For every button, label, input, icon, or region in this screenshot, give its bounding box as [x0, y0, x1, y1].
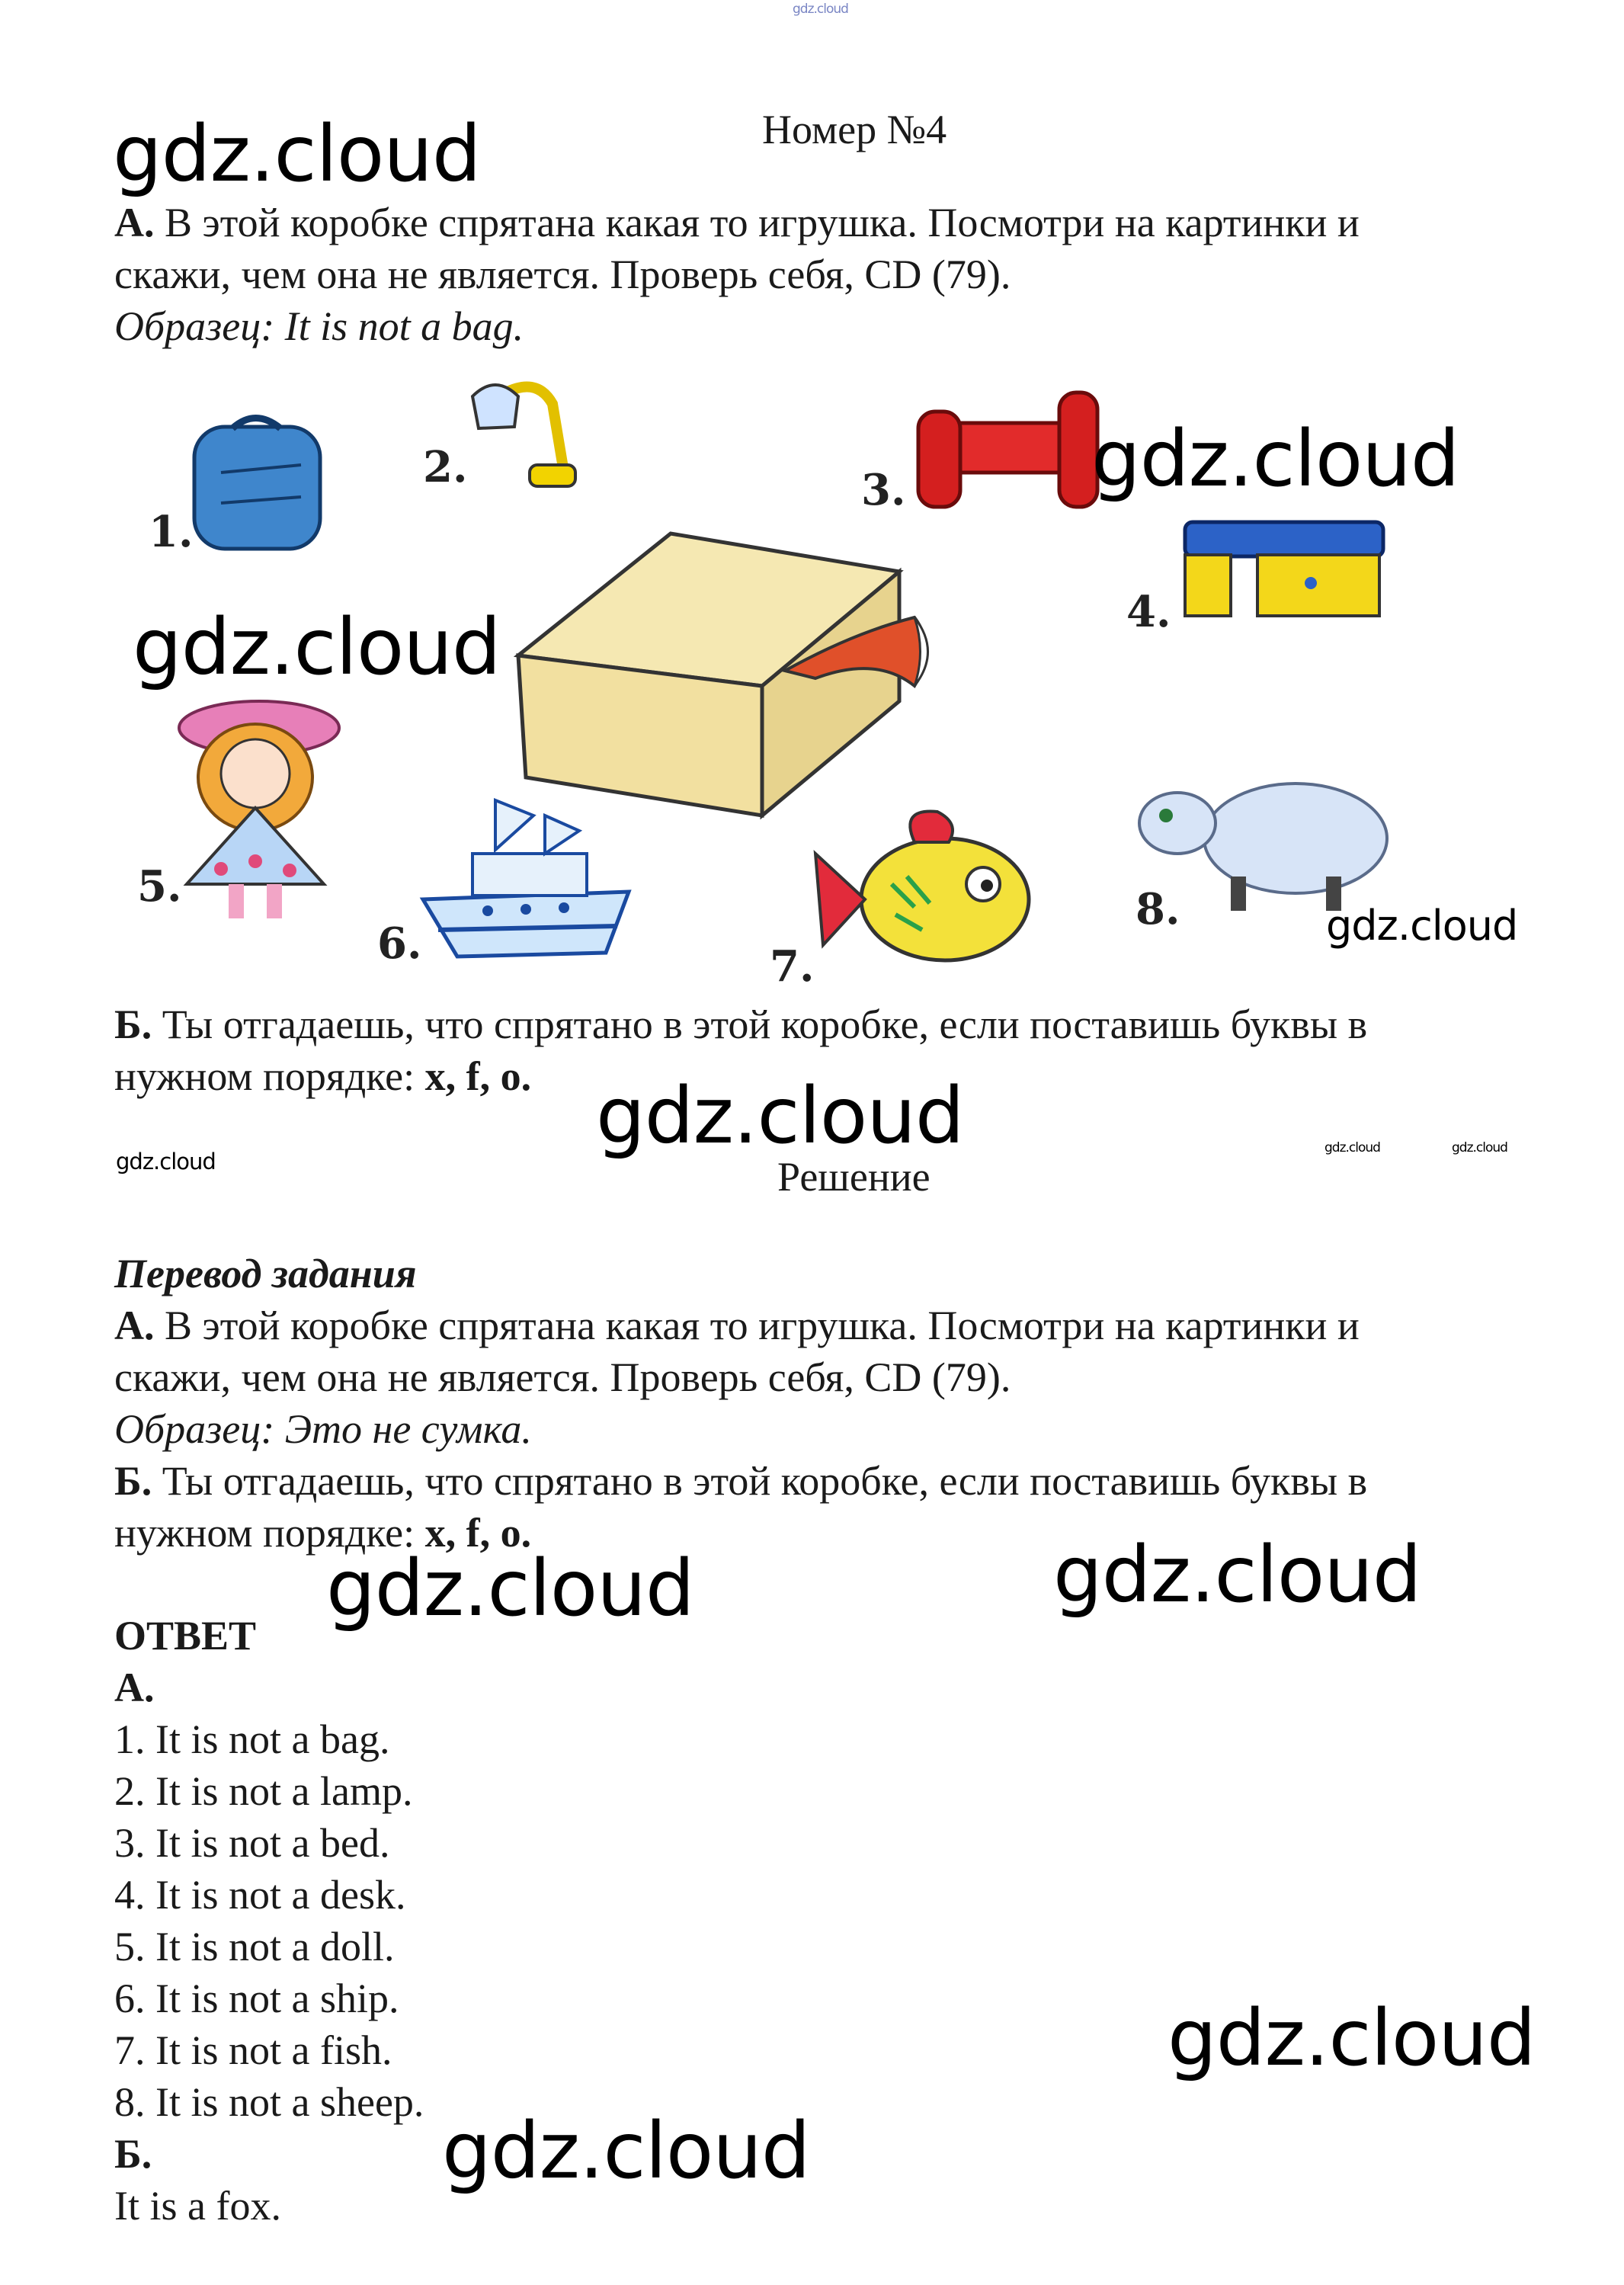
translation-a-label: А.: [114, 1303, 155, 1348]
picture-number: 1.: [149, 507, 194, 557]
watermark: gdz.cloud: [1326, 902, 1518, 950]
answer-item: 5. It is not a doll.: [114, 1924, 395, 1969]
answer-b-label: Б.: [114, 2131, 152, 2177]
watermark: gdz.cloud: [113, 109, 481, 200]
solution-heading: Решение: [777, 1154, 931, 1200]
bed-picture: [918, 393, 1097, 507]
answer-item: 6. It is not a ship.: [114, 1976, 399, 2021]
task-a-line1: А. В этой коробке спрятана какая то игрушка. Посмотри на картинки и: [114, 200, 1360, 245]
picture-number: 8.: [1136, 884, 1180, 934]
answer-b: It is a fox.: [114, 2183, 281, 2229]
translation-b-label: Б.: [114, 1458, 152, 1504]
answer-item: 4. It is not a desk.: [114, 1872, 406, 1918]
translation-heading: Перевод задания: [114, 1251, 417, 1296]
answer-heading: ОТВЕТ: [114, 1613, 257, 1658]
bag-picture: [194, 418, 320, 550]
answer-item: 7. It is not a fish.: [114, 2027, 392, 2073]
task-a-label: А.: [114, 200, 155, 245]
watermark: gdz.cloud: [1452, 1140, 1507, 1155]
task-b-line2: нужном порядке: x, f, o.: [114, 1053, 532, 1099]
watermark: gdz.cloud: [1091, 414, 1459, 505]
answer-item: 2. It is not a lamp.: [114, 1768, 413, 1814]
translation-a-line1: А. В этой коробке спрятана какая то игрушка. Посмотри на картинки и: [114, 1303, 1360, 1348]
translation-a-line2: скажи, чем она не является. Проверь себя, CD (79).: [114, 1354, 1011, 1400]
doll-picture: [179, 701, 339, 918]
picture-number: 3.: [861, 465, 906, 515]
desk-picture: [1185, 522, 1383, 616]
fish-picture: [815, 812, 1029, 961]
task-sample: Образец: It is not a bag.: [114, 303, 524, 349]
watermark: gdz.cloud: [596, 1071, 964, 1162]
watermark: gdz.cloud: [442, 2106, 810, 2197]
picture-number: 2.: [423, 442, 468, 492]
task-b-line1: Б. Ты отгадаешь, что спрятано в этой коробке, если поставишь буквы в: [114, 1001, 1368, 1047]
task-b-letters: x, f, o.: [424, 1053, 532, 1099]
task-b-label: Б.: [114, 1001, 152, 1047]
top-watermark: gdz.cloud: [793, 2, 848, 17]
ship-picture: [423, 800, 629, 957]
watermark: gdz.cloud: [326, 1543, 694, 1634]
picture-number: 7.: [770, 941, 815, 992]
answer-a-label: А.: [114, 1665, 155, 1710]
page-title: Номер №4: [762, 107, 947, 152]
translation-sample: Образец: Это не сумка.: [114, 1406, 532, 1452]
answer-item: 1. It is not a bag.: [114, 1716, 390, 1762]
picture-number: 5.: [137, 861, 182, 912]
translation-b-line2: нужном порядке: x, f, o.: [114, 1510, 532, 1556]
task-a-line2: скажи, чем она не является. Проверь себя, CD (79).: [114, 252, 1011, 297]
watermark: gdz.cloud: [116, 1149, 216, 1175]
watermark: gdz.cloud: [1053, 1530, 1421, 1620]
watermark: gdz.cloud: [133, 602, 501, 693]
watermark: gdz.cloud: [1168, 1993, 1536, 2084]
answer-item: 8. It is not a sheep.: [114, 2079, 424, 2125]
picture-number: 6.: [377, 918, 422, 969]
lamp-picture: [472, 385, 575, 486]
answer-item: 3. It is not a bed.: [114, 1820, 390, 1866]
translation-b-letters: x, f, o.: [424, 1510, 532, 1556]
translation-b-line1: Б. Ты отгадаешь, что спрятано в этой коробке, если поставишь буквы в: [114, 1458, 1368, 1504]
watermark: gdz.cloud: [1325, 1140, 1380, 1155]
picture-number: 4.: [1126, 587, 1171, 637]
box-picture: [518, 534, 928, 816]
